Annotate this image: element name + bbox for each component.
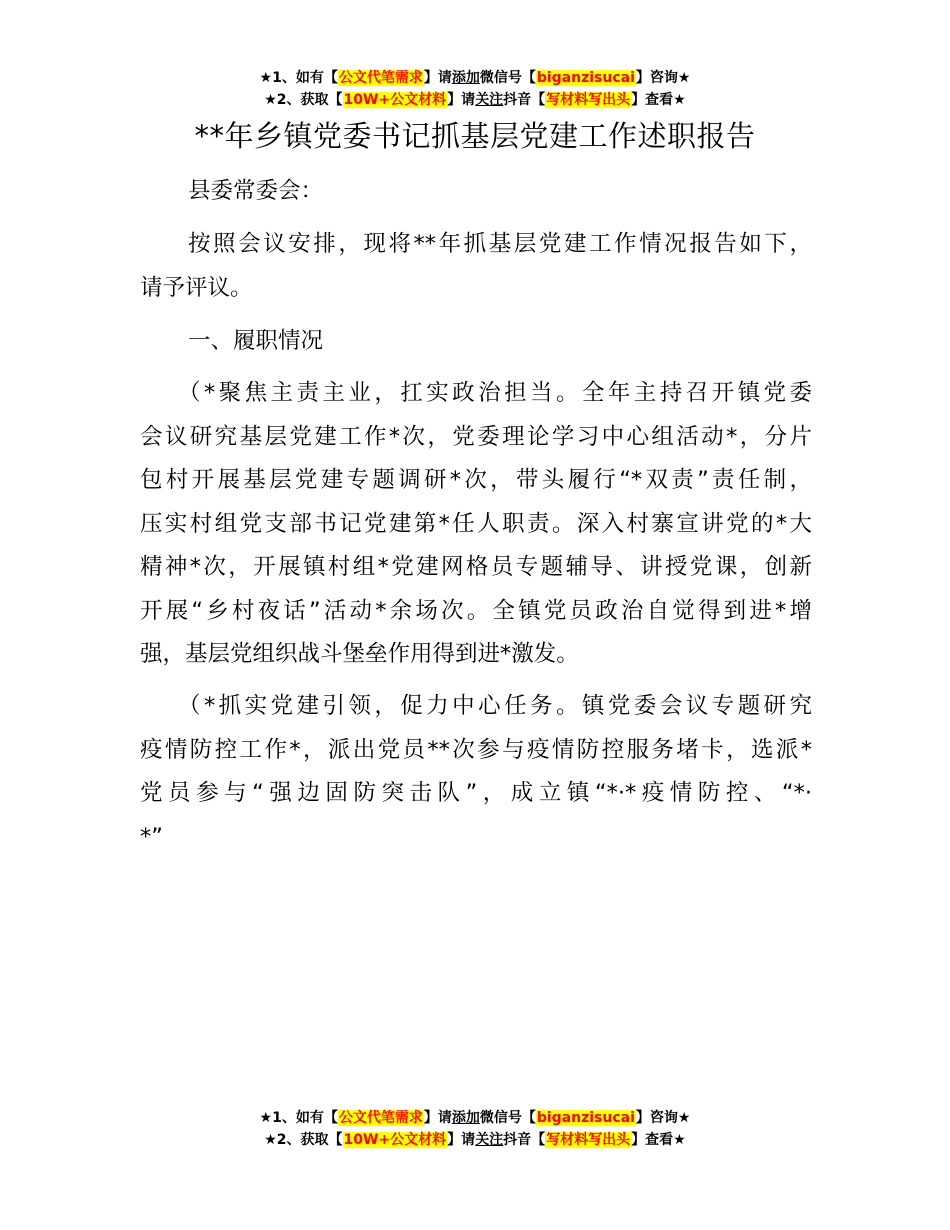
banner-text: 】查看★	[631, 1132, 686, 1148]
banner-underline-text: 关注	[475, 1132, 504, 1148]
banner-underline-text: 关注	[475, 92, 504, 108]
paragraph-line: 党员参与“强边固防突击队”，成立镇“*·*疫情防控、“*·	[140, 780, 812, 806]
banner-text: 抖音【	[503, 1132, 546, 1148]
section-heading	[140, 320, 812, 364]
document-title: **年乡镇党委书记抓基层党建工作述职报告	[194, 119, 756, 153]
banner-line-2	[0, 1129, 950, 1151]
paragraph-line: 按照会议安排，现将**年抓基层党建工作情况报告如下，	[188, 231, 812, 257]
paragraph-line: 包村开展基层党建专题调研*次，带头履行“*双责”责任制，	[140, 467, 812, 493]
highlight-materials: 10W+公文材料	[343, 1132, 447, 1148]
banner-text: ★2、获取【	[264, 1132, 343, 1148]
banner-text: 】查看★	[631, 92, 686, 108]
intro-paragraph	[140, 223, 812, 310]
paragraph-line: 请予评议。	[140, 274, 253, 301]
highlight-wechat-id: biganzisucai	[536, 1110, 635, 1126]
paragraph-2	[140, 685, 812, 859]
banner-text: 抖音【	[503, 92, 546, 108]
section-heading-text: 一、履职情况	[188, 328, 324, 354]
paragraph-line: 开展“乡村夜话”活动*余场次。全镇党员政治自觉得到进*增	[140, 597, 812, 624]
banner-text: 微信号【	[479, 70, 536, 86]
banner-text: 】咨询★	[635, 1110, 691, 1126]
header-banner	[0, 67, 950, 111]
banner-text: ★1、如有【	[259, 70, 338, 86]
paragraph-line: 疫情防控工作*，派出党员**次参与疫情防控服务堵卡，选派*	[140, 736, 812, 763]
banner-text: ★2、获取【	[264, 92, 343, 108]
paragraph-line: 精神*次，开展镇村组*党建网格员专题辅导、讲授党课，创新	[140, 554, 812, 580]
paragraph-line: （*抓实党建引领，促力中心任务。镇党委会议专题研究	[178, 693, 812, 719]
paragraph-line: 强，基层党组织战斗堡垒作用得到进*激发。	[140, 641, 579, 667]
paragraph-line: （*聚焦主责主业，扛实政治担当。全年主持召开镇党委	[178, 380, 812, 406]
banner-line-1	[0, 1107, 950, 1129]
banner-text: 】咨询★	[635, 70, 691, 86]
salutation	[140, 170, 812, 214]
paragraph-line: 压实村组党支部书记党建第*任人职责。深入村寨宣讲党的*大	[140, 510, 812, 537]
highlight-service: 公文代笔需求	[338, 70, 423, 86]
banner-text: 】请	[423, 1110, 452, 1126]
banner-underline-text: 添加	[451, 1110, 480, 1126]
banner-text: 】请	[423, 70, 452, 86]
highlight-douyin-account: 写材料写出头	[546, 92, 631, 108]
highlight-douyin-account: 写材料写出头	[546, 1132, 631, 1148]
banner-line-2	[0, 89, 950, 111]
highlight-wechat-id: biganzisucai	[536, 70, 635, 86]
paragraph-line: *”	[140, 823, 163, 850]
footer-banner	[0, 1107, 950, 1151]
banner-line-1	[0, 67, 950, 89]
salutation-text: 县委常委会：	[188, 178, 324, 204]
banner-text: 】请	[447, 92, 476, 108]
paragraph-1	[140, 372, 812, 677]
banner-underline-text: 添加	[451, 70, 480, 86]
highlight-service: 公文代笔需求	[338, 1110, 423, 1126]
banner-text: 微信号【	[479, 1110, 536, 1126]
paragraph-line: 会议研究基层党建工作*次，党委理论学习中心组活动*，分片	[140, 423, 812, 450]
banner-text: 】请	[447, 1132, 476, 1148]
highlight-materials: 10W+公文材料	[343, 92, 447, 108]
banner-text: ★1、如有【	[259, 1110, 338, 1126]
